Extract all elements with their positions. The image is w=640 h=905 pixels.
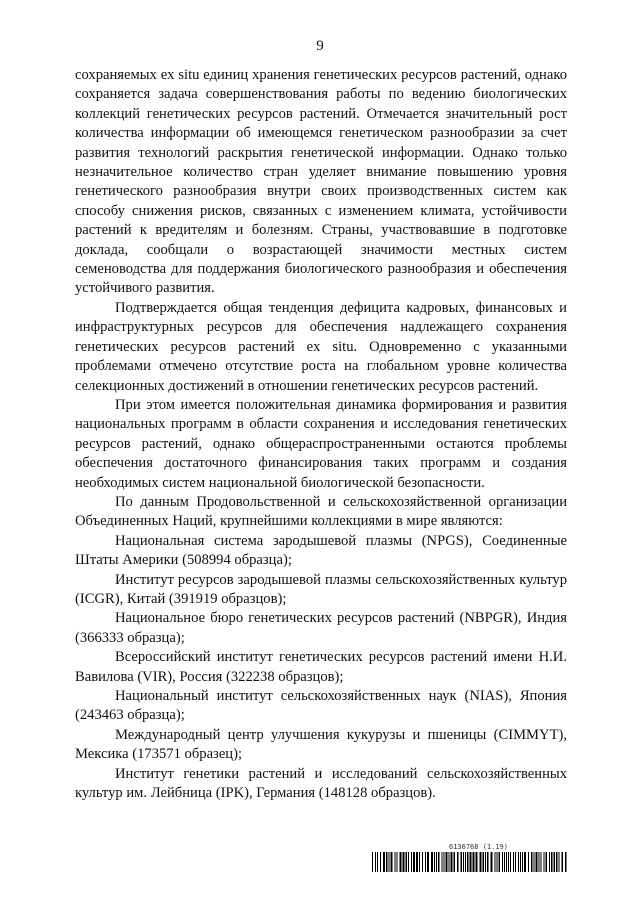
collections-list [75,532,567,804]
paragraph-national-programs: При этом имеется положительная динамика формирования и развития национальных программ в области сохранения и исследования генетических ресурсов растений, однако общераспространенными остаются проблемы обеспечения достаточного финансирования таких программ и создания необходимых систем национальной биологической безопасности. [75,396,567,491]
barcode-image [372,852,568,872]
collection-item-nias: Национальный институт сельскохозяйственных наук (NIAS), Япония (243463 образца); [75,688,567,724]
collection-item-nbpgr: Национальное бюро генетических ресурсов растений (NBPGR), Индия (366333 образца); [75,610,567,646]
collection-item-vir: Всероссийский институт генетических ресурсов растений имени Н.И. Вавилова (VIR), Россия (322238 образцов); [75,649,567,685]
document-body [75,66,567,803]
collection-item-npgs: Национальная система зародышевой плазмы (NPGS), Соединенные Штаты Америки (508994 образца); [75,532,567,569]
document-barcode [372,843,568,872]
paragraph-resource-deficit: Подтверждается общая тенденция дефицита кадровых, финансовых и инфраструктурных ресурсов для обеспечения надлежащего сохранения генетических ресурсов растений ex situ. Одновременно с указанными проблемами отмечено отсутствие роста на глобальном уровне количества селекционных достижений в отношении генетических ресурсов растений. [75,299,567,394]
collection-item-cimmyt: Международный центр улучшения кукурузы и пшеницы (CIMMYT), Мексика (173571 образец); [75,726,567,763]
page-number: 9 [316,38,324,54]
collection-item-ipk: Институт генетики растений и исследований сельскохозяйственных культур им. Лейбница (IPK), Германия (148128 образцов). [75,765,567,802]
collection-item-icgr: Институт ресурсов зародышевой плазмы сельскохозяйственных культур (ICGR), Китай (391919 образцов); [75,571,567,607]
paragraph-continued: сохраняемых ex situ единиц хранения генетических ресурсов растений, однако сохраняется задача совершенствования работы по ведению биологических коллекций генетических ресурсов растений. Отмечается значительный рост количества информации об имеющемся генетическом разнообразии за счет развития технологий раскрытия генетической информации. Однако только незначительное количество стран уделяет внимание повышению уровня генетического разнообразия внутри своих производственных систем как способу снижения рисков, связанных с изменением климата, устойчивости растений к вредителям и болезням. Страны, участвовавшие в подготовке доклада, сообщали о возрастающей значимости местных систем семеноводства для поддержания биологического разнообразия и обеспечения устойчивого развития. [75,67,567,297]
barcode-number: 6136768 (1.19) [448,843,508,851]
paragraph-fao-intro: По данным Продовольственной и сельскохозяйственной организации Объединенных Наций, крупнейшими коллекциями в мире являются: [75,493,567,530]
